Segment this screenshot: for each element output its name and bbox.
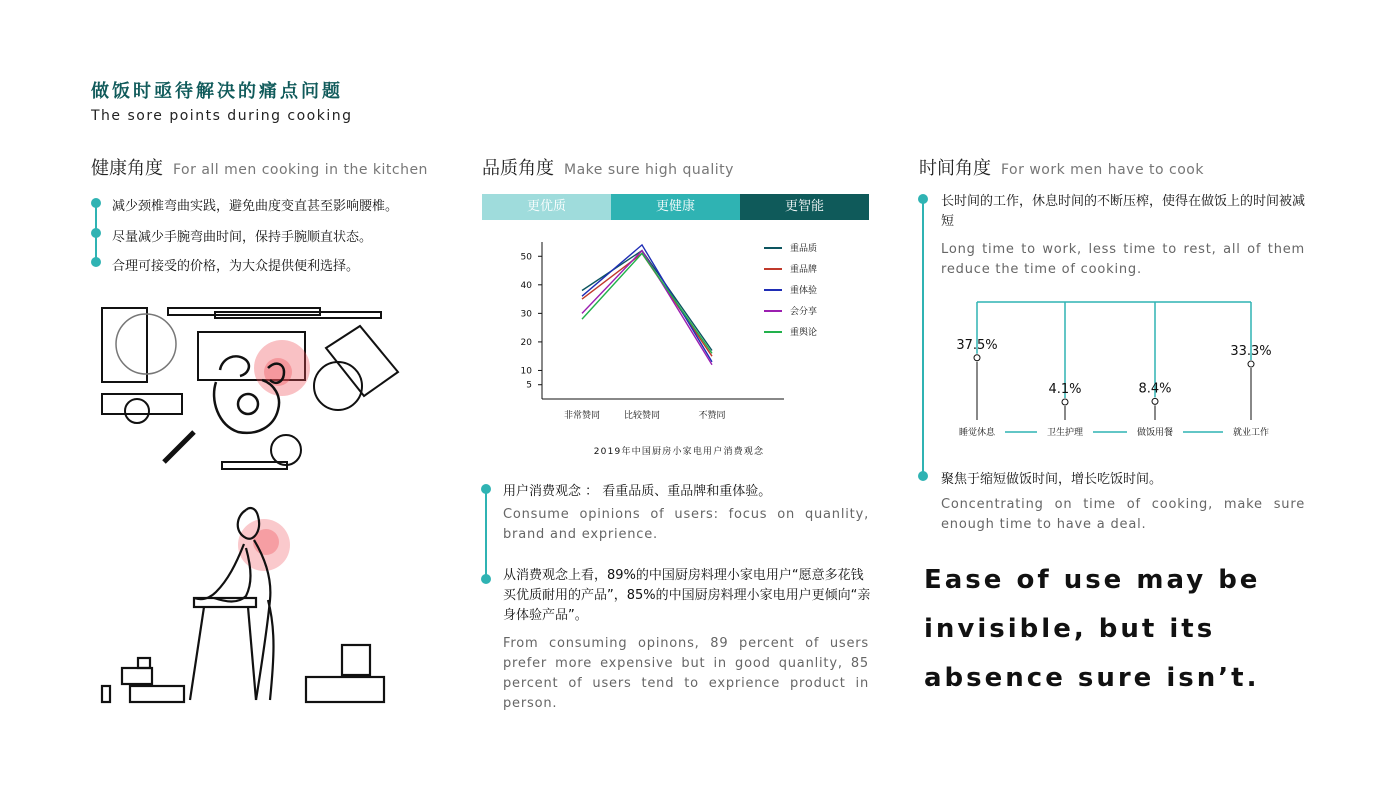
quote-line-1: Ease of use may be	[924, 565, 1261, 595]
quality-heading-cn: 品质角度	[482, 158, 554, 179]
tree-node-dot	[1152, 398, 1158, 404]
tree-category-label: 睡觉休息	[958, 428, 996, 438]
chart-y-tick-label: 30	[520, 309, 532, 320]
bullet-dot	[91, 198, 101, 208]
quality-heading	[482, 154, 734, 180]
chart-series-line	[582, 251, 712, 365]
time-heading-en: For work men have to cook	[1001, 162, 1204, 178]
tree-category-label: 做饭用餐	[1136, 428, 1174, 438]
page-title: 做饭时亟待解决的痛点问题	[91, 81, 343, 102]
quality-point1-cn: 用户消费观念 ： 看重品质、重品牌和重体验。	[503, 484, 772, 499]
chart-y-tick-label: 20	[520, 337, 532, 348]
chart-legend-label: 重品牌	[790, 265, 818, 275]
tree-category-label: 卫生护理	[1046, 428, 1084, 438]
chart-legend-label: 重体验	[790, 286, 818, 296]
tree-node-dot	[1248, 361, 1254, 367]
tab-better-quality[interactable]: 更优质	[482, 194, 611, 220]
chart-legend-label: 重舆论	[790, 328, 818, 338]
chart-x-tick-label: 比较赞同	[623, 411, 661, 421]
time-point2-cn: 聚焦于缩短做饭时间，增长吃饭时间。	[941, 472, 1163, 487]
time-point1-en: Long time to work, less time to rest, all of them reduce the time of cooking.	[941, 242, 1305, 277]
page-subtitle: The sore points during cooking	[91, 108, 353, 124]
tree-percent-label: 8.4%	[1138, 381, 1172, 397]
quality-point2-en: From consuming opinons, 89 percent of users prefer more expensive but in good quanlity, 85 percent of users tend to exprience product in person.	[503, 636, 869, 711]
bullet-dot	[91, 257, 101, 267]
quality-timeline	[485, 492, 487, 580]
chart-series-line	[582, 253, 712, 353]
chart-title: 2019年中国厨房小家电用户消费观念	[593, 447, 765, 457]
time-heading	[919, 154, 1204, 180]
chart-series-line	[582, 245, 712, 362]
chart-y-tick-label: 40	[520, 280, 532, 291]
chart-y-tick-label: 50	[520, 252, 532, 263]
kitchen-topview-illustration	[98, 300, 408, 480]
quality-point1-en: Consume opinions of users: focus on quanlity, brand and exprience.	[503, 507, 869, 542]
bullet-dot	[91, 228, 101, 238]
chart-x-tick-label: 不赞同	[698, 411, 726, 421]
health-bullet-2: 尽量减少手腕弯曲时间，保持手腕顺直状态。	[112, 230, 373, 245]
health-heading-en: For all men cooking in the kitchen	[173, 162, 428, 178]
tree-percent-label: 33.3%	[1230, 344, 1272, 360]
tree-percent-label: 4.1%	[1048, 382, 1082, 397]
cooking-person-illustration	[96, 500, 396, 710]
consumption-line-chart	[482, 232, 872, 464]
bullet-dot	[481, 574, 491, 584]
health-bullet-1: 减少颈椎弯曲实践，避免曲度变直甚至影响腰椎。	[112, 199, 399, 214]
tree-category-label: 就业工作	[1232, 428, 1270, 438]
time-point1-cn: 长时间的工作，休息时间的不断压榨，使得在做饭上的时间被减短	[941, 194, 1306, 229]
quote-line-3: absence sure isn’t.	[924, 663, 1260, 693]
time-allocation-diagram	[940, 292, 1320, 452]
health-heading-cn: 健康角度	[91, 158, 163, 179]
chart-x-tick-label: 非常赞同	[563, 411, 601, 421]
tab-healthier[interactable]: 更健康	[611, 194, 740, 220]
chart-y-tick-label: 5	[526, 380, 532, 391]
chart-legend-label: 重品质	[790, 244, 818, 254]
bullet-dot	[918, 471, 928, 481]
chart-series-line	[582, 251, 712, 351]
quality-point2-cn: 从消费观念上看，89%的中国厨房料理小家电用户“愿意多花钱买优质耐用的产品”，85%的中国厨房料理小家电用户更倾向“亲身体验产品”。	[503, 568, 871, 623]
time-timeline	[922, 202, 924, 474]
time-point2-en: Concentrating on time of cooking, make sure enough time to have a deal.	[941, 497, 1305, 532]
quality-heading-en: Make sure high quality	[564, 162, 734, 178]
time-heading-cn: 时间角度	[919, 158, 991, 179]
health-heading	[91, 154, 428, 180]
tab-smarter[interactable]: 更智能	[740, 194, 869, 220]
chart-legend-label: 会分享	[790, 307, 818, 317]
chart-y-tick-label: 10	[520, 366, 532, 377]
tree-node-dot	[1062, 399, 1068, 405]
health-bullet-3: 合理可接受的价格，为大众提供便利选择。	[112, 259, 360, 274]
chart-series-line	[582, 253, 712, 356]
tree-node-dot	[974, 355, 980, 361]
quote-line-2: invisible, but its	[924, 614, 1216, 644]
tree-percent-label: 37.5%	[956, 337, 998, 353]
